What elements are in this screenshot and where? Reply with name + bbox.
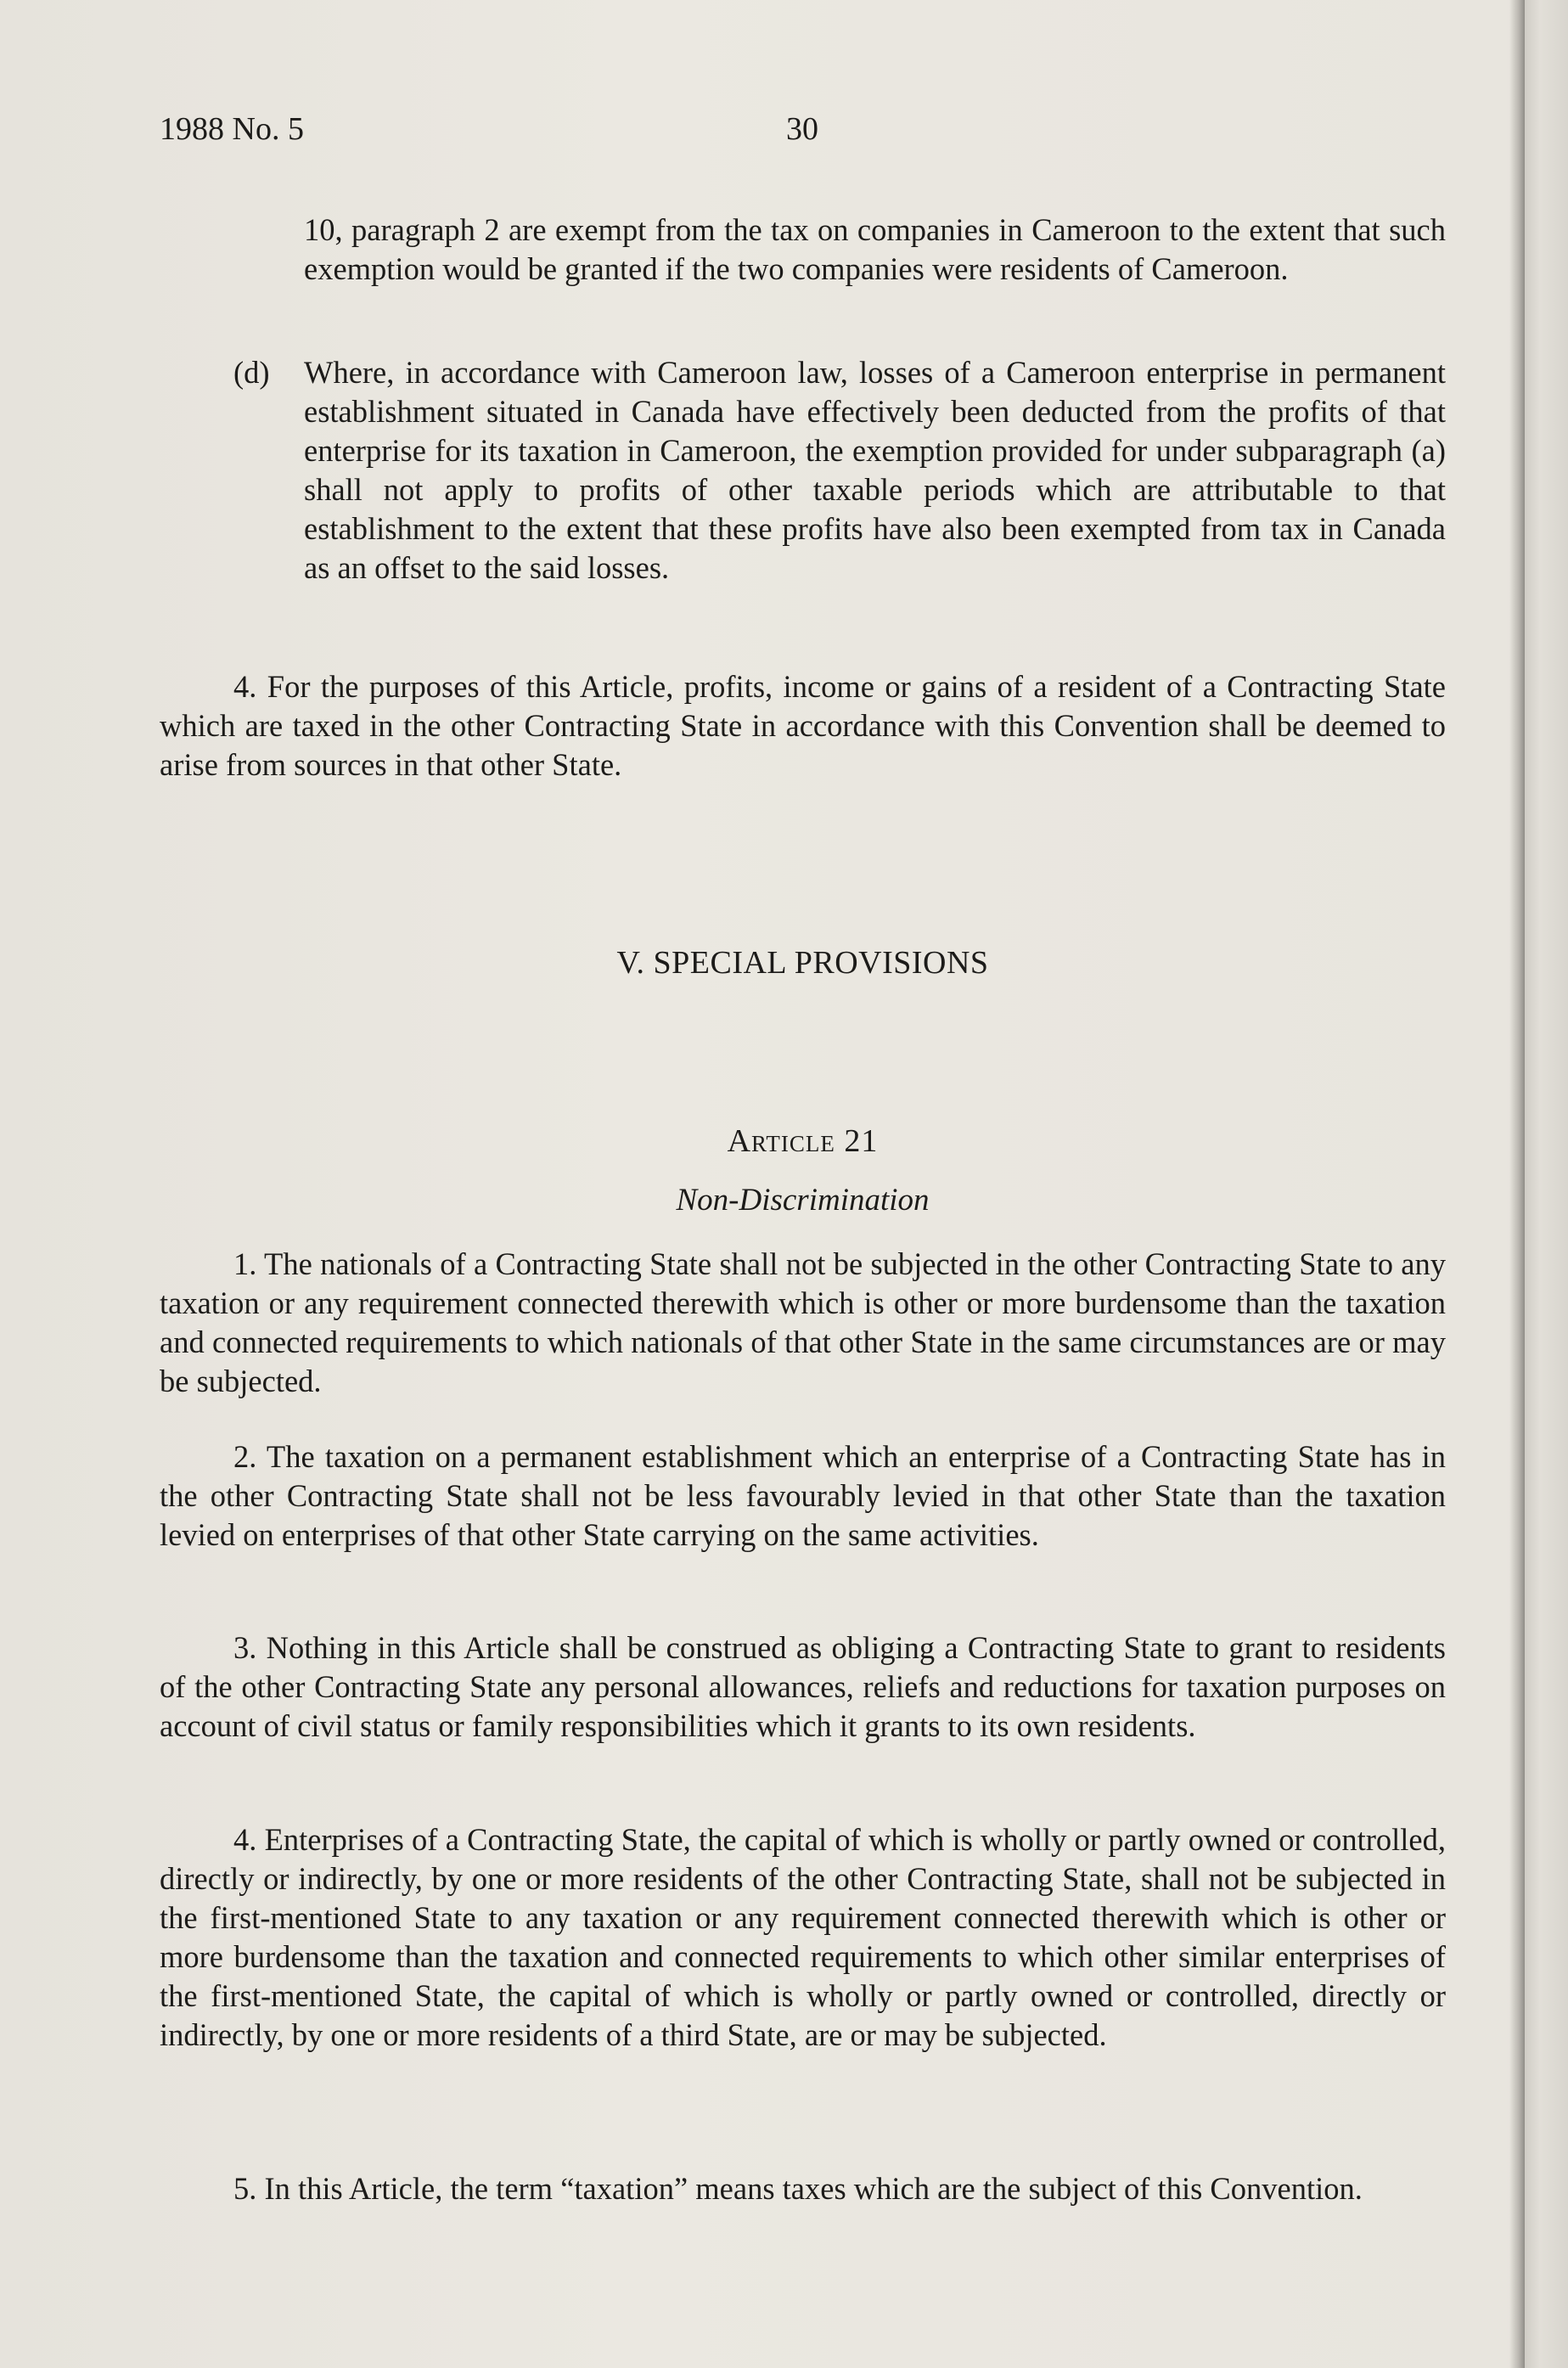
- binding-edge: [1525, 0, 1568, 2368]
- binding-shadow: [1509, 0, 1525, 2368]
- article-paragraph-3: 3. Nothing in this Article shall be construed as obliging a Contracting State to grant to residents of the other Contracting State any personal allowances, reliefs and reductions for taxation purposes on account of civil status or family responsibilities which it grants to its own residents.: [160, 1630, 1446, 1743]
- paragraph-4-sources: 4. For the purposes of this Article, profits, income or gains of a resident of a Contracting State which are taxed in the other Contracting State in accordance with this Convention shall be deemed to arise from sources in that other State.: [160, 669, 1446, 782]
- subparagraph-d-text: Where, in accordance with Cameroon law, losses of a Cameroon enterprise in permanent establishment situated in Canada have effectively been deducted from the profits of that enterprise for its taxation in Cameroon, the exemption provided for under subparagraph (a) shall not apply to profits of other taxable periods which are attributable to that establishment to the extent that these profits have also been exempted from tax in Canada as an offset to the said losses.: [304, 355, 1446, 585]
- page-header: [160, 110, 1450, 161]
- article-paragraph-2: 2. The taxation on a permanent establishment which an enterprise of a Contracting State has in the other Contracting State shall not be less favourably levied in that other State than the taxation levied on enterprises of that other State carrying on the same activities.: [160, 1439, 1446, 1552]
- article-subtitle: Non-Discrimination: [676, 1183, 930, 1218]
- article-heading: Article 21: [727, 1123, 879, 1159]
- continuation-paragraph: 10, paragraph 2 are exempt from the tax on companies in Cameroon to the extent that such exemption would be granted if the two companies were residents of Cameroon.: [304, 212, 1446, 286]
- year-and-number: 1988 No. 5: [160, 111, 304, 147]
- article-paragraph-5: 5. In this Article, the term “taxation” means taxes which are the subject of this Convention.: [233, 2171, 1363, 2206]
- section-heading: V. SPECIAL PROVISIONS: [616, 945, 989, 981]
- page-number: 30: [786, 111, 818, 147]
- article-paragraph-4: 4. Enterprises of a Contracting State, the capital of which is wholly or partly owned or controlled, directly or indirectly, by one or more residents of the other Contracting State, shall not be subjected in the first-mentioned State to any taxation or any requirement connected therewith which is other or more burdensome than the taxation and connected requirements to which other similar enterprises of the first-mentioned State, the capital of which is wholly or partly owned or controlled, directly or indirectly, by one or more residents of a third State, are or may be subjected.: [160, 1822, 1446, 2052]
- article-paragraph-1: 1. The nationals of a Contracting State shall not be subjected in the other Contracting State to any taxation or any requirement connected therewith which is other or more burdensome than the taxation and connected requirements to which nationals of that other State in the same circumstances are or may be subjected.: [160, 1246, 1446, 1398]
- subparagraph-d-label: (d): [233, 355, 270, 390]
